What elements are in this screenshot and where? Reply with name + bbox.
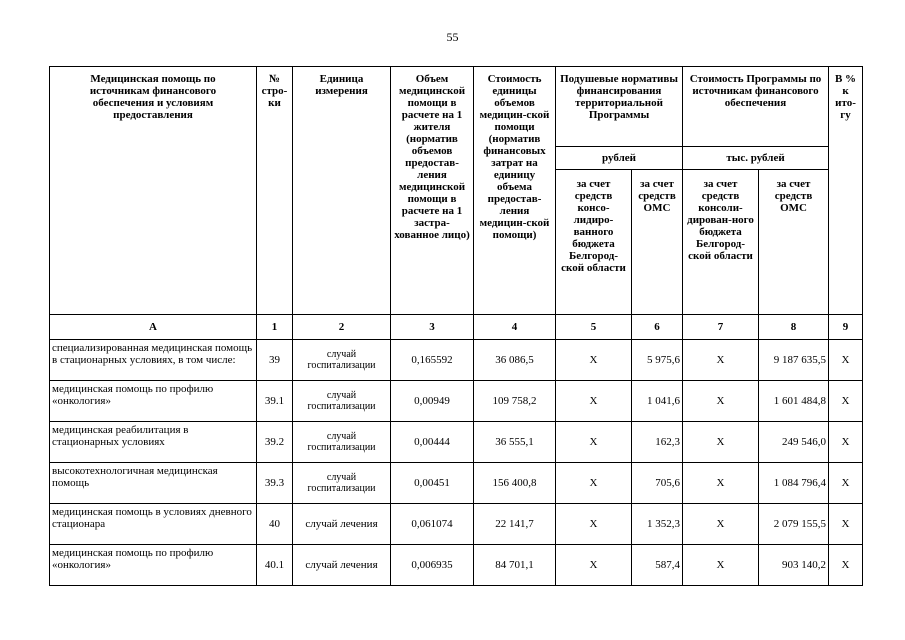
row-budget-per-capita: X (556, 545, 632, 586)
row-percent: X (829, 463, 863, 504)
table-row (50, 545, 863, 586)
table-row (50, 463, 863, 504)
row-budget-cost: X (683, 545, 759, 586)
row-description: высокотехнологичная медицинская помощь (50, 463, 257, 504)
row-number: 40.1 (257, 545, 293, 586)
table-body (50, 315, 863, 586)
row-budget-per-capita: X (556, 504, 632, 545)
row-description: медицинская помощь в условиях дневного стационара (50, 504, 257, 545)
header-col-4: Стоимость единицы объемов медицин-ской помощи (норматив финансовых затрат на единицу объема предостав-ления медицин-ской помощи) (474, 67, 556, 315)
row-oms-cost: 2 079 155,5 (759, 504, 829, 545)
row-oms-per-capita: 1 041,6 (632, 381, 683, 422)
row-oms-cost: 903 140,2 (759, 545, 829, 586)
row-oms-per-capita: 162,3 (632, 422, 683, 463)
index-cell: 3 (391, 315, 474, 340)
header-group-7-8: Стоимость Программы по источникам финансового обеспечения (683, 67, 829, 147)
row-number: 40 (257, 504, 293, 545)
row-unit: случай госпитализации (293, 340, 391, 381)
table-row (50, 422, 863, 463)
header-col-1: № стро-ки (257, 67, 293, 315)
index-cell: 6 (632, 315, 683, 340)
row-oms-cost: 9 187 635,5 (759, 340, 829, 381)
header-col-2: Единица измерения (293, 67, 391, 315)
row-oms-cost: 1 601 484,8 (759, 381, 829, 422)
row-budget-per-capita: X (556, 340, 632, 381)
index-cell: 9 (829, 315, 863, 340)
row-oms-per-capita: 587,4 (632, 545, 683, 586)
header-group-5-6-unit: рублей (556, 147, 683, 170)
row-number: 39.3 (257, 463, 293, 504)
row-budget-cost: X (683, 504, 759, 545)
index-cell: 2 (293, 315, 391, 340)
financing-table (49, 66, 863, 586)
row-oms-per-capita: 1 352,3 (632, 504, 683, 545)
row-number: 39.2 (257, 422, 293, 463)
header-col-6: за счет средств ОМС (632, 170, 683, 315)
row-unit: случай госпитализации (293, 381, 391, 422)
row-unit: случай госпитализации (293, 463, 391, 504)
header-col-9: В % к ито-гу (829, 67, 863, 315)
row-oms-cost: 1 084 796,4 (759, 463, 829, 504)
index-cell: А (50, 315, 257, 340)
row-volume: 0,00451 (391, 463, 474, 504)
row-unit-cost: 22 141,7 (474, 504, 556, 545)
row-volume: 0,165592 (391, 340, 474, 381)
row-percent: X (829, 504, 863, 545)
header-col-3: Объем медицинской помощи в расчете на 1 жителя (норматив объемов предостав-ления медицинской помощи в расчете на 1 застра-хованное лицо) (391, 67, 474, 315)
row-description: медицинская реабилитация в стационарных условиях (50, 422, 257, 463)
row-budget-per-capita: X (556, 381, 632, 422)
row-unit-cost: 36 086,5 (474, 340, 556, 381)
row-percent: X (829, 381, 863, 422)
row-unit-cost: 109 758,2 (474, 381, 556, 422)
row-number: 39 (257, 340, 293, 381)
row-budget-cost: X (683, 381, 759, 422)
row-volume: 0,00444 (391, 422, 474, 463)
row-volume: 0,00949 (391, 381, 474, 422)
header-col-a: Медицинская помощь по источникам финансового обеспечения и условиям предоставления (50, 67, 257, 315)
row-volume: 0,061074 (391, 504, 474, 545)
row-unit: случай госпитализации (293, 422, 391, 463)
header-col-7: за счет средств консоли-дирован-ного бюджета Белгород-ской области (683, 170, 759, 315)
row-budget-cost: X (683, 422, 759, 463)
header-col-8: за счет средств ОМС (759, 170, 829, 315)
row-budget-per-capita: X (556, 422, 632, 463)
row-number: 39.1 (257, 381, 293, 422)
row-percent: X (829, 340, 863, 381)
index-cell: 8 (759, 315, 829, 340)
row-budget-cost: X (683, 463, 759, 504)
row-percent: X (829, 422, 863, 463)
row-budget-cost: X (683, 340, 759, 381)
header-col-5: за счет средств консо-лидиро-ванного бюджета Белгород-ской области (556, 170, 632, 315)
row-unit: случай лечения (293, 504, 391, 545)
row-oms-per-capita: 705,6 (632, 463, 683, 504)
index-cell: 7 (683, 315, 759, 340)
row-oms-cost: 249 546,0 (759, 422, 829, 463)
row-unit: случай лечения (293, 545, 391, 586)
header-group-5-6: Подушевые нормативы финансирования территориальной Программы (556, 67, 683, 147)
index-cell: 1 (257, 315, 293, 340)
row-oms-per-capita: 5 975,6 (632, 340, 683, 381)
page-number: 55 (446, 30, 459, 44)
row-description: специализированная медицинская помощь в стационарных условиях, в том числе: (50, 340, 257, 381)
table-row (50, 340, 863, 381)
table-row (50, 381, 863, 422)
row-unit-cost: 84 701,1 (474, 545, 556, 586)
row-volume: 0,006935 (391, 545, 474, 586)
table-row (50, 504, 863, 545)
index-row (50, 315, 863, 340)
row-description: медицинская помощь по профилю «онкология» (50, 545, 257, 586)
index-cell: 4 (474, 315, 556, 340)
header-group-7-8-unit: тыс. рублей (683, 147, 829, 170)
row-budget-per-capita: X (556, 463, 632, 504)
table-header (50, 67, 863, 315)
row-description: медицинская помощь по профилю «онкология» (50, 381, 257, 422)
row-percent: X (829, 545, 863, 586)
row-unit-cost: 36 555,1 (474, 422, 556, 463)
index-cell: 5 (556, 315, 632, 340)
row-unit-cost: 156 400,8 (474, 463, 556, 504)
